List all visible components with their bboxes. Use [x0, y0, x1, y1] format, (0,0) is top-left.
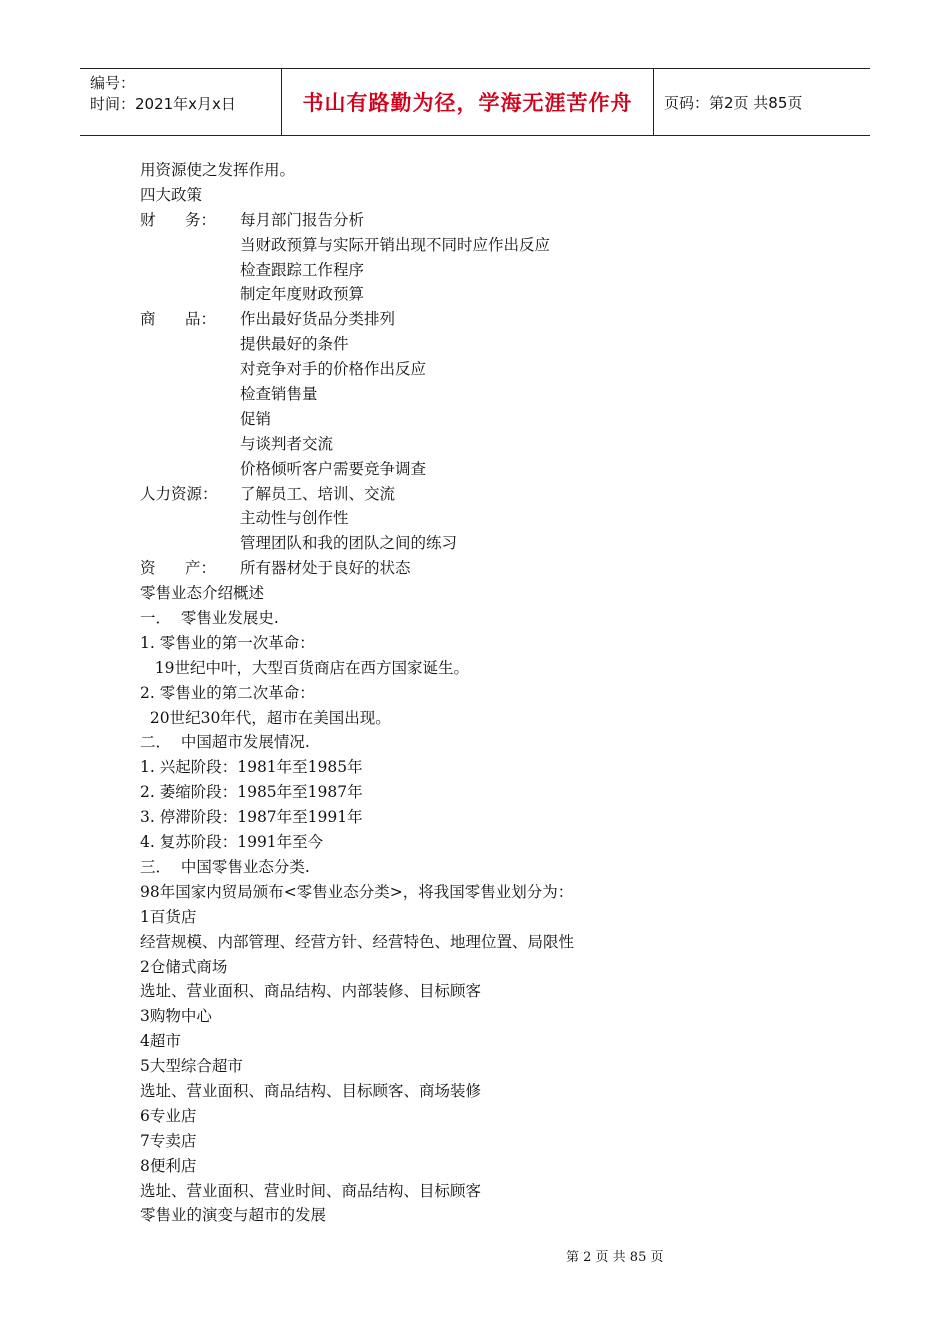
header-page-cell — [654, 69, 870, 135]
line-text: 98年国家内贸局颁布<零售业态分类>，将我国零售业划分为： — [140, 882, 574, 901]
text-line — [140, 457, 840, 482]
line-text: 主动性与创作性 — [240, 509, 349, 528]
text-line — [140, 1154, 840, 1179]
line-text: 选址、营业面积、商品结构、目标顾客、商场装修 — [140, 1081, 482, 1100]
line-text: 价格倾听客户需要竞争调查 — [240, 459, 427, 478]
line-label — [140, 282, 240, 307]
text-line — [140, 1029, 840, 1054]
line-text: 管理团队和我的团队之间的练习 — [240, 534, 458, 553]
text-line — [140, 1054, 840, 1079]
text-line — [140, 382, 840, 407]
text-line — [140, 233, 840, 258]
line-text: 二． 中国超市发展情况. — [140, 733, 310, 752]
line-label — [140, 233, 240, 258]
line-text: 选址、营业面积、营业时间、商品结构、目标顾客 — [140, 1181, 482, 1200]
text-line — [140, 1004, 840, 1029]
text-line — [140, 432, 840, 457]
text-line — [140, 407, 840, 432]
date-line: 时间：2021年x月x日 — [90, 95, 236, 113]
text-line — [140, 183, 840, 208]
line-text: 6专业店 — [140, 1106, 197, 1125]
line-text: 促销 — [240, 409, 272, 428]
line-label — [140, 457, 240, 482]
text-line — [140, 780, 840, 805]
line-text: 5大型综合超市 — [140, 1057, 243, 1076]
text-line — [140, 955, 840, 980]
line-label: 商 品： — [140, 310, 217, 329]
line-text: 对竞争对手的价格作出反应 — [240, 360, 427, 379]
line-text: 2. 萎缩阶段：1985年至1987年 — [140, 783, 363, 802]
line-label: 资 产： — [140, 559, 217, 578]
line-text: 2仓储式商场 — [140, 957, 228, 976]
text-line — [140, 1079, 840, 1104]
line-label: 财 务： — [140, 210, 217, 229]
line-text: 3购物中心 — [140, 1007, 212, 1026]
line-text: 四大政策 — [140, 185, 203, 204]
page-info: 页码：第2页 共85页 — [664, 93, 803, 112]
line-text: 一． 零售业发展史. — [140, 609, 279, 628]
text-line — [140, 979, 840, 1004]
line-text: 制定年度财政预算 — [240, 285, 365, 304]
text-line — [140, 830, 840, 855]
line-text: 7专卖店 — [140, 1131, 197, 1150]
text-line — [140, 706, 840, 731]
text-line — [140, 805, 840, 830]
text-line — [140, 158, 840, 183]
text-line — [140, 606, 840, 631]
line-text: 4. 复苏阶段：1991年至今 — [140, 833, 324, 852]
text-line — [140, 258, 840, 283]
line-label — [140, 258, 240, 283]
line-label — [140, 357, 240, 382]
line-text: 零售业的演变与超市的发展 — [140, 1206, 327, 1225]
line-label — [140, 506, 240, 531]
text-line — [140, 631, 840, 656]
document-header — [80, 68, 870, 136]
line-text: 所有器材处于良好的状态 — [240, 559, 411, 578]
line-text: 2. 零售业的第二次革命： — [140, 683, 315, 702]
header-motto-cell — [282, 69, 654, 135]
line-label — [140, 332, 240, 357]
text-line — [140, 755, 840, 780]
text-line — [140, 307, 840, 332]
line-label: 人力资源： — [140, 484, 218, 503]
text-line — [140, 730, 840, 755]
line-text: 每月部门报告分析 — [240, 210, 365, 229]
line-text: 提供最好的条件 — [240, 335, 349, 354]
line-label — [140, 432, 240, 457]
motto: 书山有路勤为径，学海无涯苦作舟 — [302, 91, 633, 115]
text-line — [140, 282, 840, 307]
line-label — [140, 382, 240, 407]
text-line — [140, 855, 840, 880]
line-text: 19世纪中叶，大型百货商店在西方国家诞生。 — [140, 658, 470, 677]
line-text: 当财政预算与实际开销出现不同时应作出反应 — [240, 235, 551, 254]
line-text: 三． 中国零售业态分类. — [140, 857, 310, 876]
line-text: 经营规模、内部管理、经营方针、经营特色、地理位置、局限性 — [140, 932, 575, 951]
line-text: 检查跟踪工作程序 — [240, 260, 365, 279]
line-text: 用资源使之发挥作用。 — [140, 161, 296, 179]
text-line — [140, 581, 840, 606]
text-line — [140, 482, 840, 507]
line-text: 零售业态介绍概述 — [140, 584, 265, 603]
page-footer: 第 2 页 共 85 页 — [566, 1250, 664, 1265]
text-line — [140, 681, 840, 706]
document-body — [140, 158, 840, 1228]
text-line — [140, 1179, 840, 1204]
line-text: 3. 停滞阶段：1987年至1991年 — [140, 808, 363, 827]
text-line — [140, 1129, 840, 1154]
line-text: 8便利店 — [140, 1156, 197, 1175]
line-text: 1. 兴起阶段：1981年至1985年 — [140, 758, 363, 777]
line-text: 选址、营业面积、商品结构、内部装修、目标顾客 — [140, 982, 482, 1001]
line-text: 作出最好货品分类排列 — [240, 310, 396, 329]
text-line — [140, 930, 840, 955]
text-line — [140, 506, 840, 531]
text-line — [140, 208, 840, 233]
text-line — [140, 1203, 840, 1228]
text-line — [140, 880, 840, 905]
text-line — [140, 531, 840, 556]
line-text: 了解员工、培训、交流 — [240, 484, 396, 503]
text-line — [140, 357, 840, 382]
line-label — [140, 531, 240, 556]
line-text: 1. 零售业的第一次革命： — [140, 633, 315, 652]
line-text: 与谈判者交流 — [240, 434, 334, 453]
line-text: 检查销售量 — [240, 385, 318, 404]
text-line — [140, 1104, 840, 1129]
text-line — [140, 905, 840, 930]
line-text: 1百货店 — [140, 907, 197, 926]
line-text: 4超市 — [140, 1032, 181, 1051]
header-meta-cell — [80, 69, 282, 135]
number-label: 编号： — [90, 74, 136, 92]
text-line — [140, 556, 840, 581]
text-line — [140, 656, 840, 681]
line-text: 20世纪30年代，超市在美国出现。 — [140, 708, 391, 727]
line-label — [140, 407, 240, 432]
text-line — [140, 332, 840, 357]
